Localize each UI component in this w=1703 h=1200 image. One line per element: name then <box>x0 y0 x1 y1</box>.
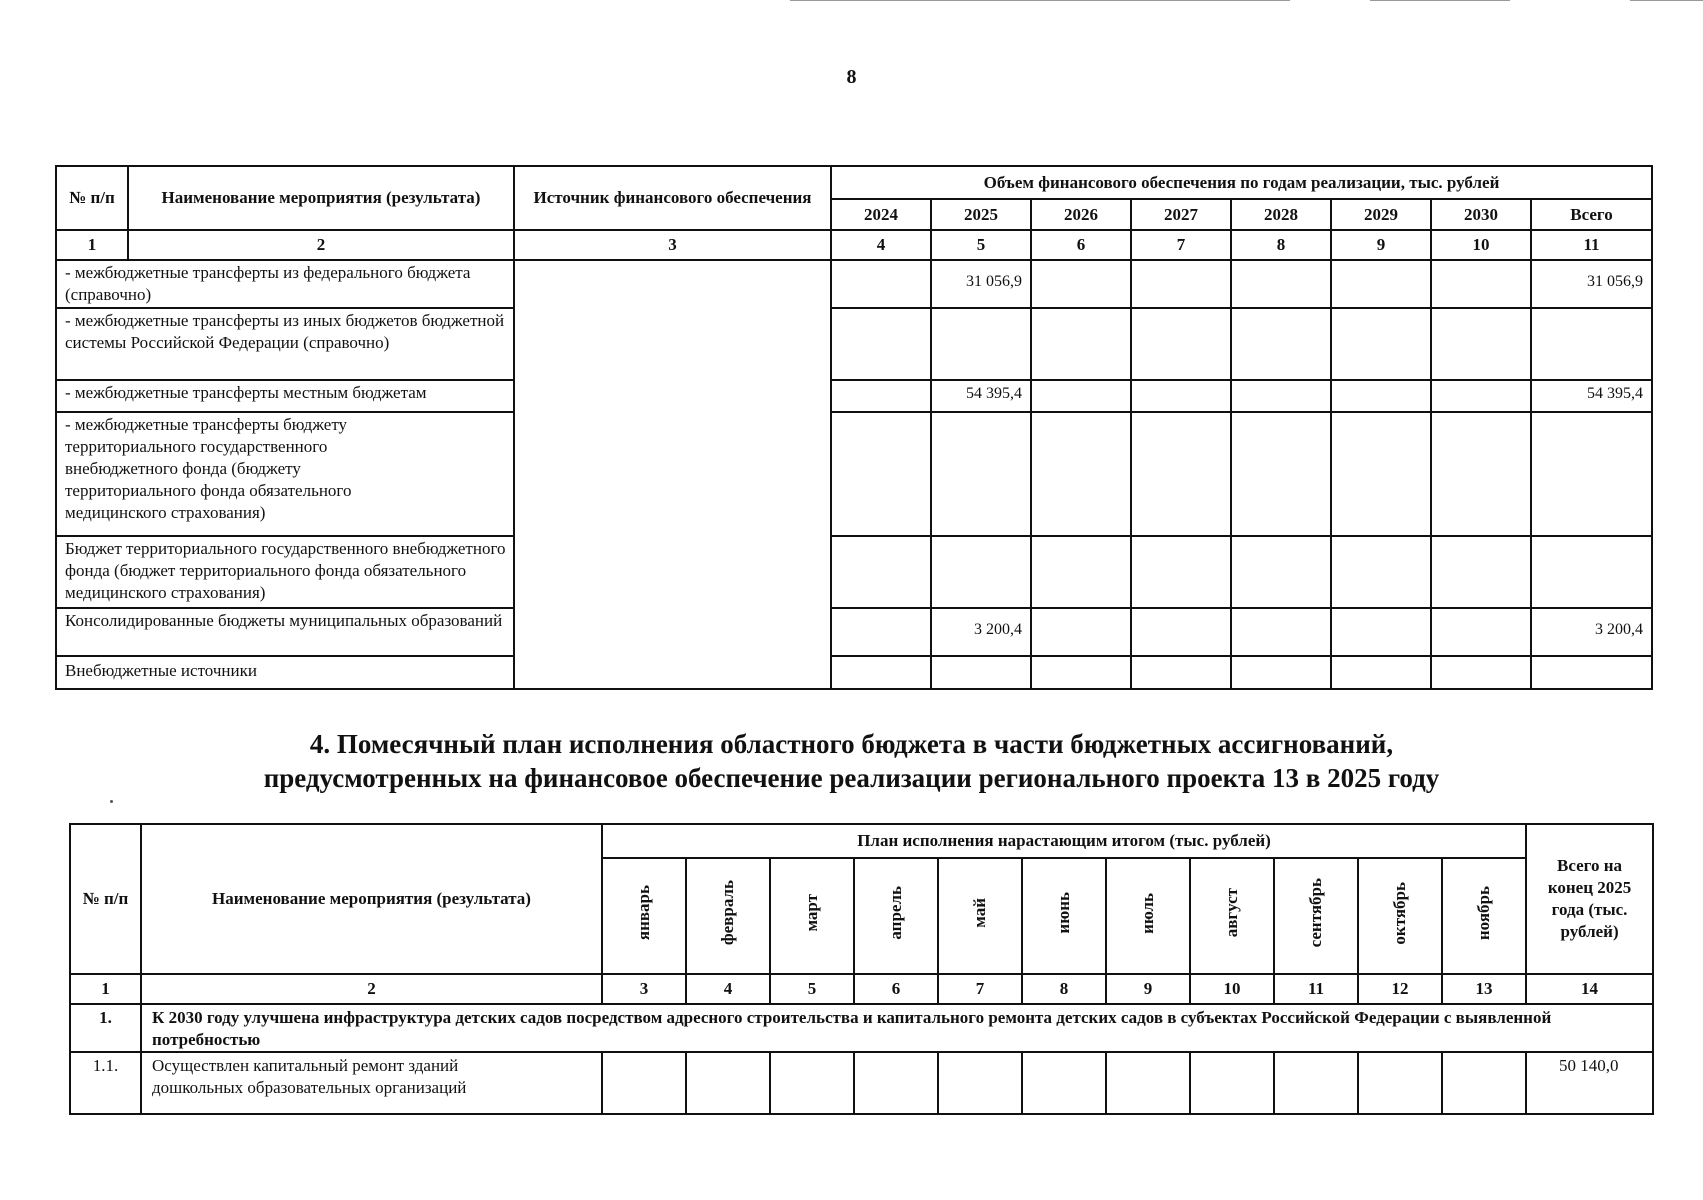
financing-table <box>55 165 1653 690</box>
month-label: февраль <box>717 880 737 946</box>
col-number: 8 <box>1022 974 1106 1004</box>
col-number: 3 <box>514 230 831 260</box>
col-number: 5 <box>931 230 1031 260</box>
section-title-line: предусмотренных на финансовое обеспечение реализации регионального проекта 13 в 2025 году <box>263 763 1440 793</box>
scan-speck <box>110 800 113 803</box>
month-label: август <box>1221 888 1241 938</box>
month-header <box>1106 858 1190 974</box>
col-number: 6 <box>1031 230 1131 260</box>
month-header <box>1358 858 1442 974</box>
year-header: 2025 <box>931 199 1031 230</box>
month-header <box>1442 858 1526 974</box>
col-number: 4 <box>686 974 770 1004</box>
row-label: Консолидированные бюджеты муниципальных образований <box>56 608 514 656</box>
col-header-volume: Объем финансового обеспечения по годам реализации, тыс. рублей <box>831 166 1652 199</box>
month-label: ноябрь <box>1473 885 1493 941</box>
month-label: апрель <box>885 886 905 940</box>
row-label: - межбюджетные трансферты бюджету территориального государственного внебюджетного фонда (бюджету территориального фонда обязательного медицинского страхования) <box>56 412 514 536</box>
year-header: 2026 <box>1031 199 1131 230</box>
row-activity-text: Осуществлен капитальный ремонт зданий дошкольных образовательных организаций <box>141 1052 602 1114</box>
col-number: 14 <box>1526 974 1653 1004</box>
year-header: 2024 <box>831 199 931 230</box>
col-number: 11 <box>1531 230 1652 260</box>
col-number: 1 <box>56 230 128 260</box>
month-label: октябрь <box>1389 881 1409 945</box>
month-header <box>1274 858 1358 974</box>
row-goal-text: К 2030 году улучшена инфраструктура детских садов посредством адресного строительства и капитального ремонта детских садов в субъектах Российской Федерации с выявленной потребностью <box>141 1004 1653 1052</box>
row-label: - межбюджетные трансферты из федерального бюджета (справочно) <box>56 260 514 308</box>
table-row <box>56 536 1652 608</box>
table-row <box>56 412 1652 536</box>
page-number: 8 <box>846 66 857 88</box>
month-label: март <box>801 894 821 932</box>
col-header-name: Наименование мероприятия (результата) <box>141 824 602 974</box>
col-number: 6 <box>854 974 938 1004</box>
col-number: 5 <box>770 974 854 1004</box>
col-header-name: Наименование мероприятия (результата) <box>128 166 514 230</box>
col-header-total: Всего на конец 2025 года (тыс. рублей) <box>1526 824 1653 974</box>
month-header <box>938 858 1022 974</box>
year-header: 2029 <box>1331 199 1431 230</box>
month-label: январь <box>633 885 653 941</box>
col-header-no: № п/п <box>56 166 128 230</box>
col-number: 12 <box>1358 974 1442 1004</box>
table-row <box>56 308 1652 380</box>
col-number: 10 <box>1431 230 1531 260</box>
col-header-source: Источник финансового обеспечения <box>514 166 831 230</box>
month-label: июнь <box>1053 892 1073 934</box>
col-number: 7 <box>938 974 1022 1004</box>
col-header-plan: План исполнения нарастающим итогом (тыс. рублей) <box>602 824 1526 858</box>
month-header <box>686 858 770 974</box>
table-row <box>56 380 1652 412</box>
row-number: 1. <box>70 1004 141 1052</box>
col-number: 9 <box>1331 230 1431 260</box>
value-2025: 31 056,9 <box>931 260 1031 308</box>
row-label: - межбюджетные трансферты из иных бюджетов бюджетной системы Российской Федерации (справочно) <box>56 308 514 380</box>
col-number: 2 <box>128 230 514 260</box>
month-label: сентябрь <box>1305 878 1325 948</box>
table-row <box>56 608 1652 656</box>
row-label: - межбюджетные трансферты местным бюджетам <box>56 380 514 412</box>
col-number: 2 <box>141 974 602 1004</box>
col-number: 4 <box>831 230 931 260</box>
source-cell <box>514 260 831 689</box>
col-number: 3 <box>602 974 686 1004</box>
row-label: Внебюджетные источники <box>56 656 514 689</box>
scan-line <box>1370 0 1510 1</box>
scan-line <box>790 0 1290 1</box>
col-number: 7 <box>1131 230 1231 260</box>
row-number: 1.1. <box>70 1052 141 1114</box>
month-label: май <box>969 898 989 928</box>
month-header <box>854 858 938 974</box>
value-total: 31 056,9 <box>1531 260 1652 308</box>
col-number: 13 <box>1442 974 1526 1004</box>
year-header: 2030 <box>1431 199 1531 230</box>
month-header <box>1022 858 1106 974</box>
value-2025: 54 395,4 <box>931 380 1031 412</box>
col-header-no: № п/п <box>70 824 141 974</box>
row-label: Бюджет территориального государственного внебюджетного фонда (бюджет территориального фонда обязательного медицинского страхования) <box>56 536 514 608</box>
table-row <box>70 1004 1653 1052</box>
month-header <box>770 858 854 974</box>
col-number: 10 <box>1190 974 1274 1004</box>
col-number: 8 <box>1231 230 1331 260</box>
value-total: 50 140,0 <box>1526 1052 1653 1114</box>
year-header: 2027 <box>1131 199 1231 230</box>
value-total: 54 395,4 <box>1531 380 1652 412</box>
table-row <box>56 656 1652 689</box>
month-header <box>602 858 686 974</box>
section-title-line: 4. Помесячный план исполнения областного бюджета в части бюджетных ассигнований, <box>309 729 1394 759</box>
value-total: 3 200,4 <box>1531 608 1652 656</box>
value-2025: 3 200,4 <box>931 608 1031 656</box>
col-number: 11 <box>1274 974 1358 1004</box>
month-label: июль <box>1137 892 1157 934</box>
year-header: 2028 <box>1231 199 1331 230</box>
section-title <box>0 727 1703 795</box>
col-number: 9 <box>1106 974 1190 1004</box>
scan-line <box>1630 0 1703 1</box>
col-number: 1 <box>70 974 141 1004</box>
monthly-plan-table <box>69 823 1654 1115</box>
table-row <box>56 260 1652 308</box>
month-header <box>1190 858 1274 974</box>
total-header: Всего <box>1531 199 1652 230</box>
table-row <box>70 1052 1653 1114</box>
